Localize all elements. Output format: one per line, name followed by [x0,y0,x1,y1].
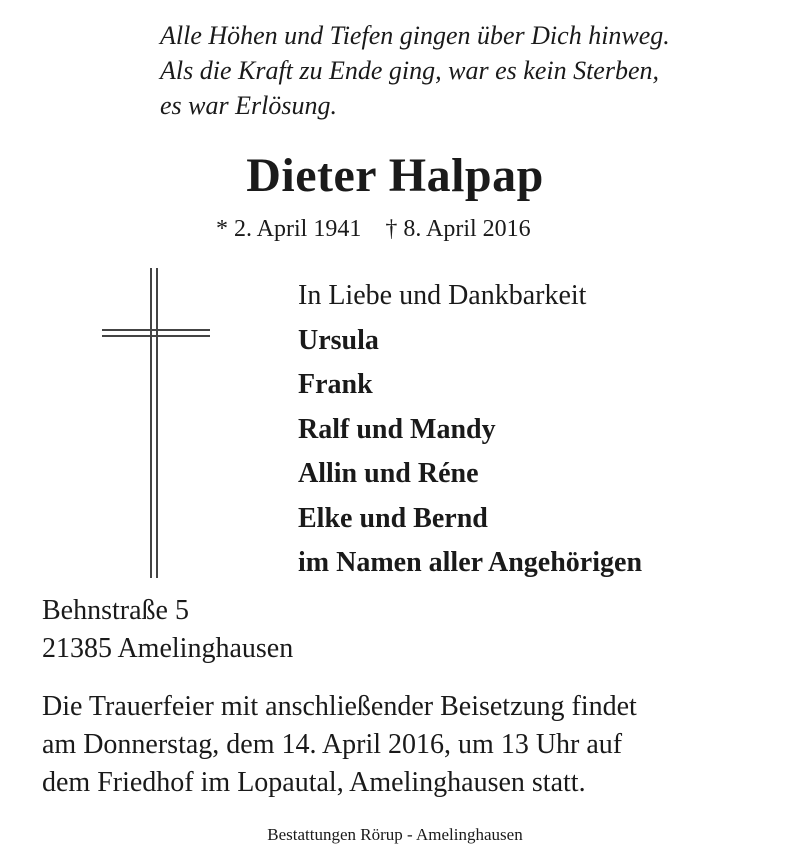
life-dates [216,214,531,244]
deceased-name: Dieter Halpap [246,149,544,202]
service-line-3: dem Friedhof im Lopautal, Amelinghausen statt. [42,767,586,798]
cross-icon [102,268,210,578]
mourners-intro: In Liebe und Dankbarkeit [298,280,587,311]
mourner-name: Frank [298,369,373,400]
address-city: 21385 Amelinghausen [42,633,294,664]
verse-line-3: es war Erlösung. [160,91,337,120]
mourner-name: Allin und Réne [298,458,479,489]
mourner-name: Elke und Bernd [298,502,488,534]
address-street: Behnstraße 5 [42,595,189,626]
mourner-name: Ralf und Mandy [298,413,496,445]
death-date: † 8. April 2016 [385,216,531,242]
funeral-home-footer: Bestattungen Rörup - Amelinghausen [267,825,523,844]
mourner-name: im Namen aller Angehörigen [298,547,643,578]
verse-line-2: Als die Kraft zu Ende ging, war es kein Sterben, [160,56,660,85]
service-notice [42,688,637,802]
service-line-2: am Donnerstag, dem 14. April 2016, um 13 Uhr auf [42,729,623,760]
verse-line-1: Alle Höhen und Tiefen gingen über Dich hinweg. [160,21,670,50]
mourner-name: Ursula [298,324,379,356]
mourners-block [298,274,642,586]
service-line-1: Die Trauerfeier mit anschließender Beisetzung findet [42,691,637,722]
address-block [42,592,293,668]
birth-date: * 2. April 1941 [216,216,362,242]
memorial-verse [160,18,670,123]
